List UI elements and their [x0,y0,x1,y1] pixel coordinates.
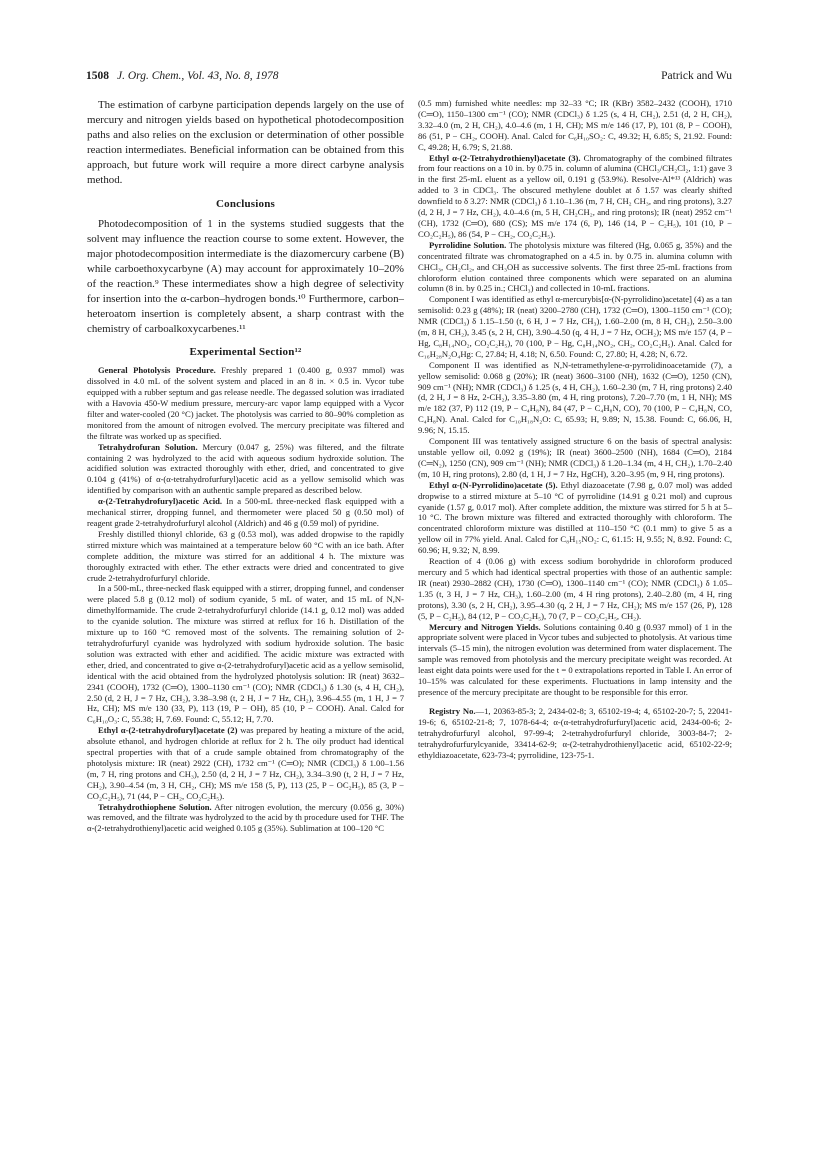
thionyl-chloride-paragraph: Freshly distilled thionyl chloride, 63 g (0.53 mol), was added dropwise to the rapidly stirred mixture which was maintained at a temperature below 60 °C with an ice bath. After complete addition, the mixture was stirred for an additional 4 h. The mixture was thoroughly extracted with ether. The ether extracts were dried and concentrated to give crude 2-tetrahydrofurfuryl chloride. [87,528,404,583]
run-in-heading: General Photolysis Procedure. [98,365,216,376]
left-column [87,98,404,834]
thienyl-acetate-paragraph [418,153,732,240]
thf-solution-paragraph [87,442,404,497]
cyanide-paragraph: In a 500-mL, three-necked flask equipped with a stirrer, dropping funnel, and condenser were placed 5.8 g (0.12 mol) of sodium cyanide, 5 mL of water, and 15 mL of N,N-dimethylformamide. The crude 2-tetrahydrofurfuryl chloride (14.1 g, 0.12 mol) was added to the cyanide solution. The mixture was stirred at reflux for 16 h. Distillation of the mixture up to 160 °C removed most of the solvents. The remaining solution of 2-tetrahydrofurfuryl cyanide was hydrolyzed with sodium hydroxide solution. The basic solution was extracted with ether and acidified. The acidic mixture was extracted with ether, dried, and concentrated to give α-(2-tetrahydrofuryl)acetic acid as a yellow semisolid, identical with the acid obtained from the hydrolyzed photolysis solution: IR (neat) 3632–2341 (COOH), 1732 (C═O), 1300–1130 cm⁻¹ (CO); NMR (CDCl₃) δ 1.30 (s, 4 H, CH₂), 2.50 (d, 2 H, J = 7 Hz, CH₂), 3.38–3.98 (t, 2 H, J = 7 Hz, CH₂), 3.96–4.55 (m, 1 H, J = 7 Hz, CH); MS m/e 130 (33, P), 113 (19, P − OH), 85 (10, P − COOH). Anal. Calcd for C₆H₁₀O₃: C, 55.38; H, 7.69. Found: C, 55.12; H, 7.70. [87,583,404,725]
continued-paragraph: (0.5 mm) furnished white needles: mp 32–33 °C; IR (KBr) 3582–2432 (COOH), 1710 (C═O), 1150–1300 cm⁻¹ (CO); NMR (CDCl₃) δ 1.25 (s, 4 H, CH₂), 2.51 (d, 2 H, CH₂), 3.32–4.0 (m, 2 H, CH₂), 4.0–4.6 (m, 1 H, CH); MS m/e 146 (17, P), 101 (8, P − COOH), 86 (51, P − CH₂, COOH). Anal. Calcd for C₆H₁₀SO₂: C, 49.32; H, 6.85; S, 21.92. Found: C, 49.28; H, 6.79; S, 21.88. [418,98,732,152]
intro-paragraph: The estimation of carbyne participation depends largely on the use of mercury and nitrogen yields based on hypothetical photodecomposition paths and also relies on the exclusion or determination of other possible reaction intermediates. Beneficial information can be obtained from this approach, but future work will require a more direct carbyne analysis method. [87,99,404,187]
paragraph-text: In a 500-mL three-necked flask equipped with a mechanical stirrer, dropping funnel, and thermometer were placed 50 g (0.50 mol) of reagent grade 2-tetrahydrofurfuryl alcohol (Aldrich) and 46 g (0.59 mol) of pyridine. [87,496,404,528]
general-procedure-paragraph [87,365,404,441]
run-in-heading: Ethyl α-(N-Pyrrolidino)acetate (5). [429,479,558,490]
pyrrolidino-acetate-paragraph [418,480,732,556]
registry-text: —1, 20363-85-3; 2, 2434-02-8; 3, 65102-19-4; 4, 65102-20-7; 5, 22041-19-6; 6, 65102-21-8; 7, 1078-64-4; α-(α-tetrahydrofurfuryl)acetic acid, 2434-00-6; 2-tetrahydrofurfuryl alcohol, 97-99-4; 2-tetrahydrofurfuryl chloride, 3003-84-7; 2-tetrahydrofurfurylcyanide, 33414-62-9; α-(2-tetrahydrothienyl)acetic acid, 65102-22-9; ethyldiazoacetate, 623-73-4; pyrrolidine, 123-75-1. [418,705,732,760]
journal-citation: J. Org. Chem., Vol. 43, No. 8, 1978 [117,70,279,82]
yields-paragraph [418,622,732,698]
paragraph-text: Ethyl diazoacetate (7.98 g, 0.07 mol) was added dropwise to a stirred mixture at 5–10 °C of pyrrolidine (14.91 g 0.21 mol) and cuprous cyanide (1.57 g, 0.017 mol). After complete addition, the mixture was stirred for 5 h at 5–10 °C. The brown mixture was filtered and extracted thoroughly with chloroform. The concentrated chloroform mixture was distilled at 110–150 °C (0.1 mm) to give 5 as a yellow oil in 77% yield. Anal. Calcd for C₈H₁₅NO₂: C, 61.15: H, 9.55; N, 8.92. Found: C, 60.96; H, 9.32; N, 8.99. [418,479,732,556]
component-iii-paragraph: Component III was tentatively assigned structure 6 on the basis of spectral analysis: unstable yellow oil, 0.092 g (19%); IR (neat) 3600–2500 (NH), 1684 (C═O), 2184 (C═N₂), 1250 (CN), 909 cm⁻¹ (NH); NMR (CDCl₃) δ 1.20–1.34 (m, 4 H, CH₂), 1.70–2.40 (m, 10 H, ring protons), 2.80 (d, 1 H, J = 7 Hz, HgCH), 3.20–3.95 (m, 9 H, ring protons). [418,436,732,479]
paragraph-text: The photolysis mixture was filtered (Hg, 0.065 g, 35%) and the concentrated filtrate was chromatographed on a 4.5 in. by 0.75 in. alumina column with CHCl₃, CH₂Cl₂, and CH₃OH as successive solvents. The first three 25-mL fractions from chloroform elution contained three components which were separated on an alumina column (8 in. by 0.25 in.; CHCl₃) and collected in 10-mL fractions. [418,239,732,294]
conclusions-heading: Conclusions [215,197,276,210]
run-in-heading: Mercury and Nitrogen Yields. [429,621,541,632]
run-in-heading: Ethyl α-(2-tetrahydrofuryl)acetate (2) [98,725,238,736]
registry-paragraph [418,706,732,761]
experimental-heading: Experimental Section¹² [189,346,302,359]
page-number: 1508 [86,70,109,82]
paragraph-text: Chromatography of the combined filtrates from four reactions on a 10 in. by 0.75 in. column of alumina (CHCl₃/CH₂Cl₂, 1:1) gave 3 in the first 25-mL eluent as a yellow oil, 0.191 g (53.9%). Resolve-Al*¹³ (Aldrich) was added to 3 in CDCl₃. The obscured methylene doublet at δ 1.57 was clearly shifted downfield to δ 3.27: NMR (CDCl₃) δ 1.10–1.36 (m, 7 H, CH₂ CH₃, and ring protons), 3.27 (d, 2 H, J = 7 Hz, CH₂), 4.0–4.6 (m, 5 H, CH₂CH₂, and ring protons); IR (neat) 2952 cm⁻¹ (CH), 1732 (C═O), 680 (CS); MS m/e 174 (6, P), 146 (14, P − C₂H₅), 101 (10, P − CO₂C₂H₅), 86 (54, P − CH₂, CO₂C₂H₅). [418,152,732,239]
registry-heading: Registry No. [429,705,476,716]
running-authors: Patrick and Wu [661,70,732,82]
component-i-paragraph: Component I was identified as ethyl α-mercurybis[α-(N-pyrrolidino)acetate] (4) as a tan semisolid: 0.23 g (48%); IR (neat) 3200–2780 (CH), 1732 (C═O), 1300–1150 cm⁻¹ (CO); NMR (CDCl₃) δ 1.15–1.50 (t, 6 H, J = 7 Hz, CH₃), 1.60–2.00 (m, 8 H, CH₂), 2.50–3.00 (m, 8 H, CH₂), 3.45 (s, 2 H, CH), 3.90–4.50 (q, 4 H, J = 7 Hz, OCH₂); MS m/e 157 (4, P − Hg, C₈H₁₄NO₂, CO₂C₂H₅), 70 (100, P − Hg, C₈H₁₄NO₂, CH₂, CO₂C₂H₅). Anal. Calcd for C₁₆H₂₈N₂O₄Hg: C, 27.84; H, 4.18; N, 6.50. Found: C, 27.80; H, 4.28; N, 6.72. [418,294,732,359]
run-in-heading: Pyrrolidine Solution. [429,239,507,250]
run-in-heading: α-(2-Tetrahydrofuryl)acetic Acid. [98,496,223,507]
thiophene-solution-paragraph [87,802,404,835]
paragraph-text: After nitrogen evolution, the mercury (0.056 g, 30%) was removed, and the filtrate was hydrolyzed to the acid by th procedure used for THF. The α-(2-tetrahydrothienyl)acetic acid weighed 0.105 g (35%). Sublimation at 100–120 °C [87,801,404,834]
component-ii-paragraph: Component II was identified as N,N-tetramethylene-α-pyrrolidinoacetamide (7), a yellow semisolid: 0.068 g (20%); IR (neat) 3600–3100 (NH), 1632 (C═O), 1250 (CN), 909 cm⁻¹ (NH); NMR (CDCl₃) δ 1.25 (s, 4 H, CH₂), 1.60–2.30 (m, 7 H, ring protons) 2.40 (d, 2 H, J = 8 Hz, 2-CH₂), 3.35–3.80 (m, 4 H, ring protons), 7.20–7.70 (m, 1 H, NH); MS m/e 182 (37, P) 112 (19, P − C₄H₈N), 84 (47, P − C₄H₈N, CO), 70 (100, P − C₄H₈N, CO, C₄H₈N). Anal. Calcd for C₁₀H₁₈N₂O: C, 65.93; H, 9.89; N, 15.38. Found: C, 66.06, H, 9.96; N, 15.15. [418,359,732,436]
paragraph-text: was prepared by heating a mixture of the acid, absolute ethanol, and hydrogen chloride at reflux for 2 h. The oily product had identical spectral properties with that of a crude sample obtained from chromatography of the photolysis mixture: IR (neat) 2922 (CH), 1732 cm⁻¹ (C═O); NMR (CDCl₃) δ 1.00–1.56 (m, 7 H, ring protons and CH₃), 2.50 (d, 2 H, J = 7 Hz, CH₂), 3.34–3.90 (t, 2 H, J = 7 Hz, CH₂), 3.90–4.54 (m, 3 H, CH₂, CH); MS m/e 158 (5, P), 113 (25, P − OC₂H₅), 85 (3, P − CO₂C₂H₅), 71 (44, P − CH₂, CO₂C₂H₅). [87,725,404,801]
run-in-heading: Tetrahydrothiophene Solution. [98,801,212,812]
ethyl-ester-paragraph [87,725,404,801]
right-column [418,98,732,761]
run-in-heading: Ethyl α-(2-Tetrahydrothienyl)acetate (3). [429,152,581,163]
running-header [0,70,819,90]
conclusions-paragraph: Photodecomposition of 1 in the systems studied suggests that the solvent may influence the reaction course to some extent. However, the major photodecomposition intermediate is the diazomercury carbene (B) while carboethoxycarbyne (A) may account for approximately 10–20% of the reaction.⁹ These intermediates show a high degree of selectivity for insertion into the α-carbon–hydrogen bonds.¹⁰ Furthermore, carbon–heteroatom insertion is completely absent, a sharp contrast with the chemistry of carboalkoxycarbenes.¹¹ [87,217,404,336]
borohydride-paragraph: Reaction of 4 (0.06 g) with excess sodium borohydride in chloroform produced mercury and 5 which had identical spectral properties with those of an authentic sample: IR (neat) 2930–2882 (CH), 1730 (C═O), 1300–1140 cm⁻¹ (CO); NMR (CDCl₃) δ 1.05–1.35 (t, 3 H, J = 7 Hz, CH₃), 1.60–2.00 (m, 4 H ring protons), 2.40–2.80 (m, 4 H, ring protons), 3.30 (s, 2 H, CH₂), 3.95–4.30 (q, 2 H, J = 7 Hz, CH₂); MS m/e 157 (26, P), 128 (5, P − C₂H₅), 84 (12, P − CO₂C₂H₅), 70 (7, P − CO₂C₂H₅, CH₂). [418,556,732,621]
thf-acetic-acid-paragraph [87,496,404,529]
run-in-heading: Tetrahydrofuran Solution. [98,441,198,452]
paragraph-text: Freshly prepared 1 (0.400 g, 0.937 mmol) was dissolved in 4.0 mL of the solvent system and placed in an 8 in. × 0.5 in. Vycor tube equipped with a rubber septum and gas release needle. The degassed solution was irradiated with a Havovia 450-W medium pressure, mercury-arc vapor lamp equipped with a Vycor filter and water-cooled (20 °C) jacket. The photolysis was carried to 80–90% completion as monitored from the amount of nitrogen evolved. The mercury precipitate was filtered and the filtrate was worked up as specified. [87,365,405,441]
pyrrolidine-solution-paragraph [418,240,732,295]
paragraph-text: Solutions containing 0.40 g (0.937 mmol) of 1 in the appropriate solvent were placed in Vycor tubes and subjected to photolysis. At various time intervals (5–15 min), the nitrogen evolution was determined from water displacement. The sample was removed from photolysis and the mercury precipitate weight was recorded. At least eight data points were used for the t = 0 extrapolations reported in Table I. An error of 10–15% was calculated for these experiments. Fluctuations in lamp intensity and the presence of the mercury precipitate are thought to be responsible for this error. [418,621,732,697]
paragraph-text: Mercury (0.047 g, 25%) was filtered, and the filtrate containing 2 was hydrolyzed to the acid with aqueous sodium hydroxide solution. The acidified solution was extracted thoroughly with ether, dried, and concentrated to give 0.104 g (41%) of α-(α-tetrahydrofurfuryl)acetic acid as a yellow semisolid which was identified by comparison with an authentic sample prepared as described below. [87,441,404,496]
